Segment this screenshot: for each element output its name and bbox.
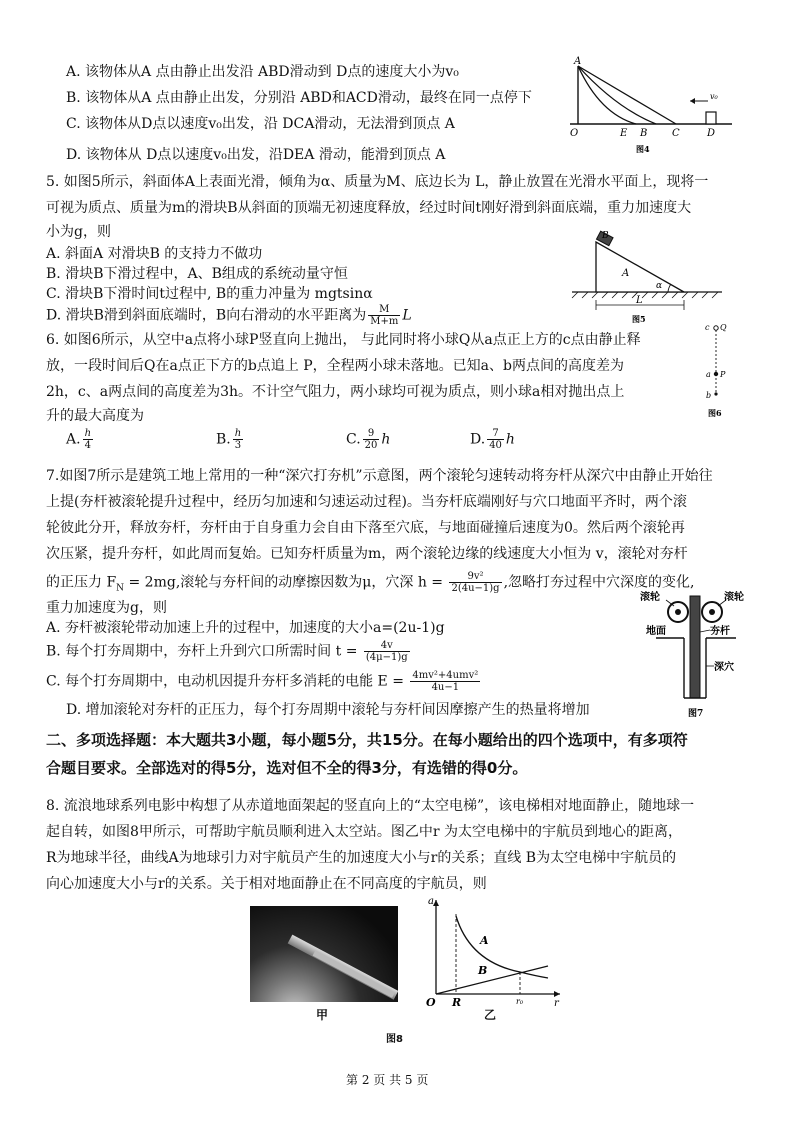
q5-option-d-post: L bbox=[402, 307, 412, 324]
fig8-axis-r: r bbox=[554, 998, 559, 1009]
q7-depth-fraction bbox=[449, 571, 501, 594]
q7-depth-num: 9v² bbox=[449, 571, 501, 583]
q6-option-d bbox=[470, 428, 515, 451]
fig7-caption: 图7 bbox=[688, 709, 704, 719]
q6-option-d-post: h bbox=[505, 431, 515, 448]
q5-option-d-num: M bbox=[368, 304, 400, 316]
fig4-label-b: B bbox=[640, 128, 648, 139]
q7-stem-line6: 重力加速度为g，则 bbox=[46, 600, 167, 616]
q5-option-c: C. 滑块B下滑时间t过程中, B的重力冲量为 mgtsinα bbox=[46, 286, 373, 302]
fig4-label-e: E bbox=[620, 128, 628, 139]
q4-option-d: D. 该物体从 D点以速度v₀出发，沿DEA 滑动，能滑到顶点 A bbox=[66, 147, 446, 163]
fig8-curve-a-label: A bbox=[480, 934, 489, 947]
fig8-graph bbox=[420, 894, 570, 1014]
q4-option-a: A. 该物体从A 点由静止出发沿 ABD滑动到 D点的速度大小为v₀ bbox=[66, 64, 459, 80]
fig8-caption: 图8 bbox=[386, 1034, 403, 1045]
q6-stem-line2: 放，一段时间后Q在a点正下方的b点追上 P，全程两小球未落地。已知a、b两点间的高度差为 bbox=[46, 358, 624, 374]
q7-option-c-text: C. 每个打夯周期中，电动机因提升夯杆多消耗的电能 E = bbox=[46, 673, 409, 690]
q6-option-b bbox=[216, 428, 245, 451]
q6-option-d-label: D. bbox=[470, 431, 486, 448]
fig7-label-hole: 深穴 bbox=[714, 662, 734, 673]
q7-stem-line2: 上提(夯杆被滚轮提升过程中，经历匀加速和匀速运动过程)。当夯杆底端刚好与穴口地面平齐时，两个滚 bbox=[46, 494, 687, 510]
q7-option-b-num: 4v bbox=[364, 640, 410, 652]
q8-stem-line1: 8. 流浪地球系列电影中构想了从赤道地面架起的竖直向上的“太空电梯”，该电梯相对地面静止，随地球一 bbox=[46, 798, 695, 814]
q6-option-a bbox=[66, 428, 95, 451]
fig6-label-c: c bbox=[705, 323, 710, 332]
fig6-label-b: b bbox=[706, 391, 712, 400]
q6-option-c-label: C. bbox=[346, 431, 361, 448]
q7-depth-den: 2(4u−1)g bbox=[451, 583, 500, 594]
fig4-caption: 图4 bbox=[636, 144, 650, 154]
fig7-label-rod: 夯杆 bbox=[710, 626, 730, 637]
q7-option-b-den: (4μ−1)g bbox=[365, 652, 408, 663]
fig8-axis-r-earth: R bbox=[452, 996, 462, 1009]
fig5-label-alpha: α bbox=[656, 281, 663, 291]
q6-stem-line3: 2h，c、a两点间的高度差为3h。不计空气阻力，两小球均可视为质点，则小球a相对抛出点上 bbox=[46, 384, 625, 400]
figure-7 bbox=[640, 590, 752, 720]
fig6-caption: 图6 bbox=[708, 408, 722, 418]
fig8-axis-a: a bbox=[428, 896, 434, 907]
fig6-label-p: P bbox=[720, 370, 726, 379]
q7-option-b-fraction bbox=[364, 640, 410, 663]
fig5-label-l: L bbox=[636, 295, 643, 306]
fig8-label-jia: 甲 bbox=[316, 1008, 329, 1022]
q6-option-c-post: h bbox=[381, 431, 391, 448]
q7-line5-post: ,忽略打夯过程中穴深度的变化, bbox=[503, 574, 695, 591]
fig4-label-c: C bbox=[672, 128, 680, 139]
q7-option-c-fraction bbox=[410, 670, 480, 693]
q6-option-c-fraction bbox=[363, 428, 380, 451]
fig6-label-a: a bbox=[706, 370, 711, 379]
q6-option-b-num: h bbox=[234, 428, 242, 439]
q6-stem-line4: 升的最大高度为 bbox=[46, 408, 144, 424]
q7-line5-pre: 的正压力 F bbox=[46, 574, 117, 591]
q7-option-d: D. 增加滚轮对夯杆的正压力，每个打夯周期中滚轮与夯杆间因摩擦产生的热量将增加 bbox=[66, 702, 590, 718]
fig4-label-d: D bbox=[707, 128, 716, 139]
fig7-label-ground: 地面 bbox=[646, 626, 666, 637]
q5-stem-line3: 小为g，则 bbox=[46, 224, 111, 240]
q4-option-c: C. 该物体从D点以速度v₀出发，沿 DCA滑动，无法滑到顶点 A bbox=[66, 116, 455, 132]
q5-option-d bbox=[46, 304, 412, 327]
q6-option-d-den: 40 bbox=[489, 440, 502, 451]
q6-stem-line1: 6. 如图6所示，从空中a点将小球P竖直向上抛出， 与此同时将小球Q从a点正上方的c点由静止释 bbox=[46, 332, 641, 348]
fig5-label-a: A bbox=[622, 268, 630, 279]
q6-option-c bbox=[346, 428, 390, 451]
fig5-label-b: B bbox=[602, 231, 609, 241]
q5-option-d-text: D. 滑块B滑到斜面底端时，B向右滑动的水平距离为 bbox=[46, 307, 367, 324]
figure-5 bbox=[572, 230, 722, 330]
q8-stem-line4: 向心加速度大小与r的关系。关于相对地面静止在不同高度的宇航员，则 bbox=[46, 876, 487, 892]
fig6-label-q: Q bbox=[720, 323, 727, 332]
q6-option-a-den: 4 bbox=[84, 440, 91, 451]
fig8-axis-r0: r₀ bbox=[516, 997, 524, 1006]
section-2-heading-line2: 合题目要求。全部选对的得5分，选对但不全的得3分，有选错的得0分。 bbox=[46, 759, 528, 777]
q7-option-c bbox=[46, 670, 482, 693]
q5-option-d-fraction bbox=[368, 304, 400, 327]
fig8-axis-o: O bbox=[426, 996, 436, 1009]
q7-option-c-den: 4u−1 bbox=[431, 682, 460, 693]
q6-option-b-fraction bbox=[233, 428, 243, 451]
fig8-elevator-beam-inner bbox=[313, 950, 395, 998]
q8-stem-line2: 起自转，如图8甲所示，可帮助宇航员顺利进入太空站。图乙中r 为太空电梯中的宇航员到地心的距离， bbox=[46, 824, 683, 840]
q7-stem-line1: 7.如图7所示是建筑工地上常用的一种“深穴打夯机”示意图，两个滚轮匀速转动将夯杆从深穴中由静止开始往 bbox=[46, 468, 713, 484]
q6-option-d-fraction bbox=[487, 428, 504, 451]
q6-option-a-fraction bbox=[83, 428, 93, 451]
q6-option-d-num: 7 bbox=[487, 428, 504, 440]
q7-line5-sub: N bbox=[116, 583, 125, 594]
q7-stem-line5 bbox=[46, 571, 695, 598]
q5-option-d-den: M+m bbox=[370, 316, 399, 327]
q5-option-a: A. 斜面A 对滑块B 的支持力不做功 bbox=[46, 246, 263, 262]
q4-option-b: B. 该物体从A 点由静止出发，分别沿 ABD和ACD滑动，最终在同一点停下 bbox=[66, 90, 532, 106]
q5-stem-line1: 5. 如图5所示，斜面体A上表面光滑，倾角为α、质量为M、底边长为 L，静止放置在光滑水平面上，现将一 bbox=[46, 174, 709, 190]
page-footer: 第 2 页 共 5 页 bbox=[346, 1073, 429, 1087]
figure-4 bbox=[560, 56, 740, 156]
q7-option-b bbox=[46, 640, 412, 663]
q7-option-c-num: 4mv²+4umv² bbox=[412, 670, 479, 681]
q6-option-a-num: h bbox=[84, 428, 92, 439]
q8-stem-line3: R为地球半径，曲线A为地球引力对宇航员产生的加速度大小与r的关系；直线 B为太空电梯中宇航员的 bbox=[46, 850, 677, 866]
q5-stem-line2: 可视为质点、质量为m的滑块B从斜面的顶端无初速度释放，经过时间t刚好滑到斜面底端，重力加速度大 bbox=[46, 200, 692, 216]
q6-option-c-den: 20 bbox=[364, 440, 378, 451]
fig7-label-roller-left: 滚轮 bbox=[640, 592, 660, 603]
q6-option-c-num: 9 bbox=[363, 428, 380, 440]
fig4-label-a: A bbox=[574, 56, 582, 67]
q7-stem-line3: 轮彼此分开，释放夯杆，夯杆由于自身重力会自由下落至穴底，与地面碰撞后速度为0。然后两个滚轮再 bbox=[46, 520, 685, 536]
q7-option-a: A. 夯杆被滚轮带动加速上升的过程中，加速度的大小a=(2u-1)g bbox=[46, 620, 445, 636]
q6-option-a-label: A. bbox=[66, 431, 81, 448]
fig7-label-roller-right: 滚轮 bbox=[724, 592, 744, 603]
fig4-label-o: O bbox=[570, 128, 579, 139]
fig8-line-b-label: B bbox=[478, 964, 488, 977]
figure-6 bbox=[694, 318, 744, 418]
q5-option-b: B. 滑块B下滑过程中，A、B组成的系统动量守恒 bbox=[46, 266, 348, 282]
fig5-caption: 图5 bbox=[632, 314, 646, 324]
fig4-label-v0: v₀ bbox=[710, 92, 718, 101]
q7-stem-line4: 次压紧，提升夯杆，如此周而复始。已知夯杆质量为m，两个滚轮边缘的线速度大小恒为 v，滚轮对夯杆 bbox=[46, 546, 688, 562]
q6-option-b-den: 3 bbox=[234, 440, 242, 451]
q7-line5-mid: = 2mg,滚轮与夯杆间的动摩擦因数为μ，穴深 h = bbox=[124, 574, 448, 591]
fig8-space-elevator-photo bbox=[250, 906, 398, 1002]
q6-option-b-label: B. bbox=[216, 431, 231, 448]
fig8-label-yi: 乙 bbox=[484, 1008, 497, 1022]
q7-option-b-text: B. 每个打夯周期中，夯杆上升到穴口所需时间 t = bbox=[46, 643, 362, 660]
section-2-heading-line1: 二、多项选择题：本大题共3小题，每小题5分，共15分。在每小题给出的四个选项中，有多项符 bbox=[46, 731, 688, 749]
